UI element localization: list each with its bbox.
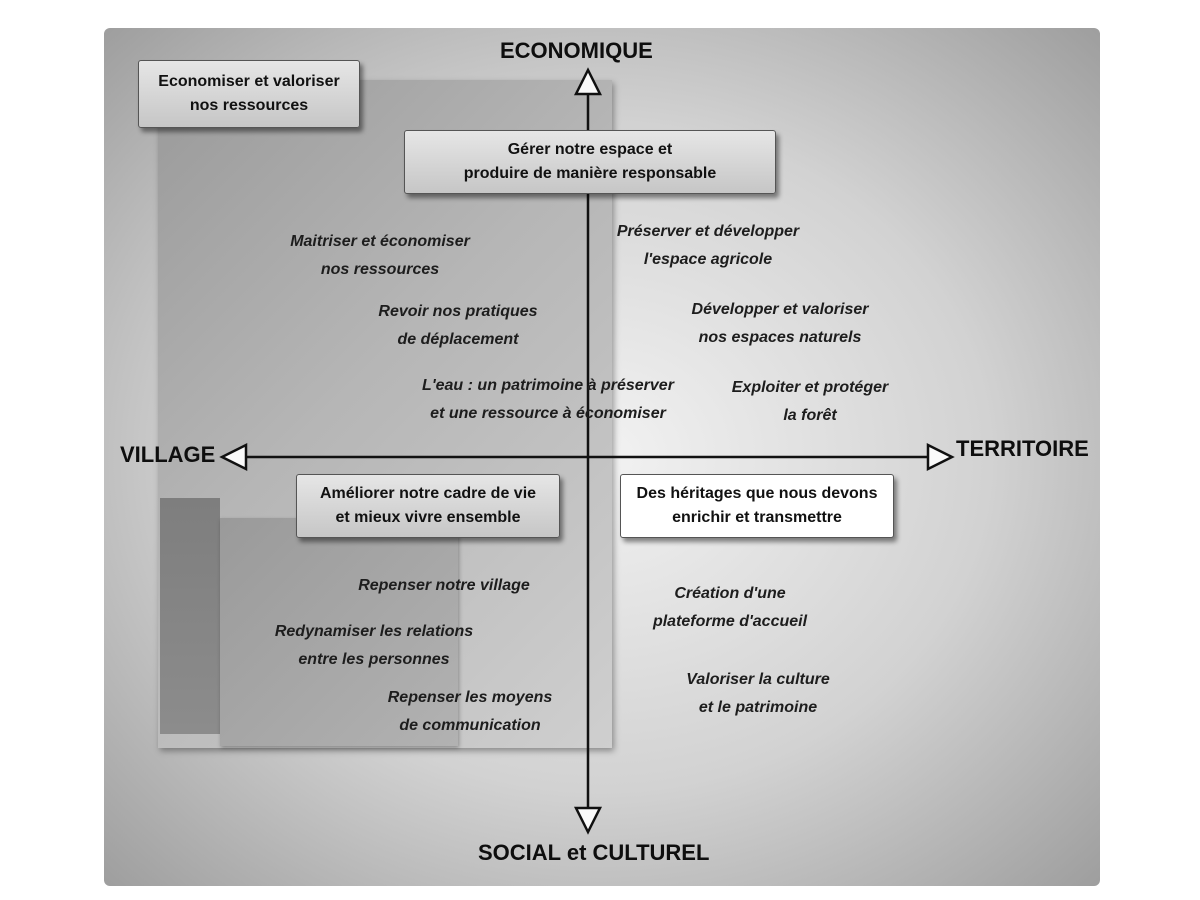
box-top-center-line-2: produire de manière responsable (463, 165, 717, 182)
text-tr-3-line-2: la forêt (783, 407, 837, 424)
text-bl-3-line-2: de communication (399, 717, 541, 734)
text-br-2-line-1: Valoriser la culture (686, 671, 830, 688)
text-tl-3-line-2: et une ressource à économiser (430, 405, 666, 422)
text-br-1-line-2: plateforme d'accueil (652, 613, 808, 630)
text-bl-3 (360, 684, 580, 740)
text-br-1 (620, 580, 840, 636)
box-bottom-left-line-1: Améliorer notre cadre de vie (319, 485, 537, 502)
axis-label-top: ECONOMIQUE (500, 38, 653, 63)
box-bottom-right-line-2: enrichir et transmettre (672, 509, 842, 526)
text-tr-1-line-2: l'espace agricole (643, 251, 773, 268)
text-tr-2-line-2: nos espaces naturels (698, 329, 862, 346)
arrow-down (576, 808, 600, 832)
text-tl-1-line-1: Maitriser et économiser (290, 233, 470, 250)
axis-label-left: VILLAGE (120, 442, 216, 467)
text-tr-3 (700, 374, 920, 430)
text-tl-3 (398, 372, 698, 428)
text-bl-1 (334, 572, 554, 600)
text-tl-1-line-2: nos ressources (320, 261, 440, 278)
text-tl-1 (270, 228, 490, 284)
text-tr-1-line-1: Préserver et développer (616, 223, 800, 240)
text-br-1-line-1: Création d'une (674, 585, 786, 602)
text-bl-2-line-1: Redynamiser les relations (274, 623, 474, 640)
text-tr-2-line-1: Développer et valoriser (691, 301, 869, 318)
text-tr-2 (670, 296, 890, 352)
box-corner (138, 60, 360, 128)
axis-label-bottom: SOCIAL et CULTUREL (478, 840, 710, 865)
box-bottom-left (296, 474, 560, 538)
text-br-2 (648, 666, 868, 722)
arrow-right (928, 445, 952, 469)
text-bl-2-line-2: entre les personnes (298, 651, 450, 668)
text-br-2-line-2: et le patrimoine (698, 699, 818, 716)
text-tl-2 (348, 298, 568, 354)
axis-label-right: TERRITOIRE (956, 436, 1089, 461)
arrow-up (576, 70, 600, 94)
text-tr-1 (598, 218, 818, 274)
text-tr-3-line-1: Exploiter et protéger (731, 379, 889, 396)
box-corner-line-1: Economiser et valoriser (158, 73, 340, 90)
text-bl-1-line-1: Repenser notre village (358, 577, 530, 594)
text-tl-3-line-1: L'eau : un patrimoine à préserver (422, 377, 674, 394)
box-corner-line-2: nos ressources (189, 97, 309, 114)
box-bottom-right (620, 474, 894, 538)
box-bottom-left-line-2: et mieux vivre ensemble (335, 509, 521, 526)
text-bl-3-line-1: Repenser les moyens (387, 689, 553, 706)
text-tl-2-line-2: de déplacement (397, 331, 519, 348)
box-bottom-right-line-1: Des héritages que nous devons (636, 485, 878, 502)
arrow-left (222, 445, 246, 469)
text-bl-2 (264, 618, 484, 674)
box-top-center-line-1: Gérer notre espace et (507, 141, 673, 158)
box-top-center (404, 130, 776, 194)
text-tl-2-line-1: Revoir nos pratiques (378, 303, 538, 320)
